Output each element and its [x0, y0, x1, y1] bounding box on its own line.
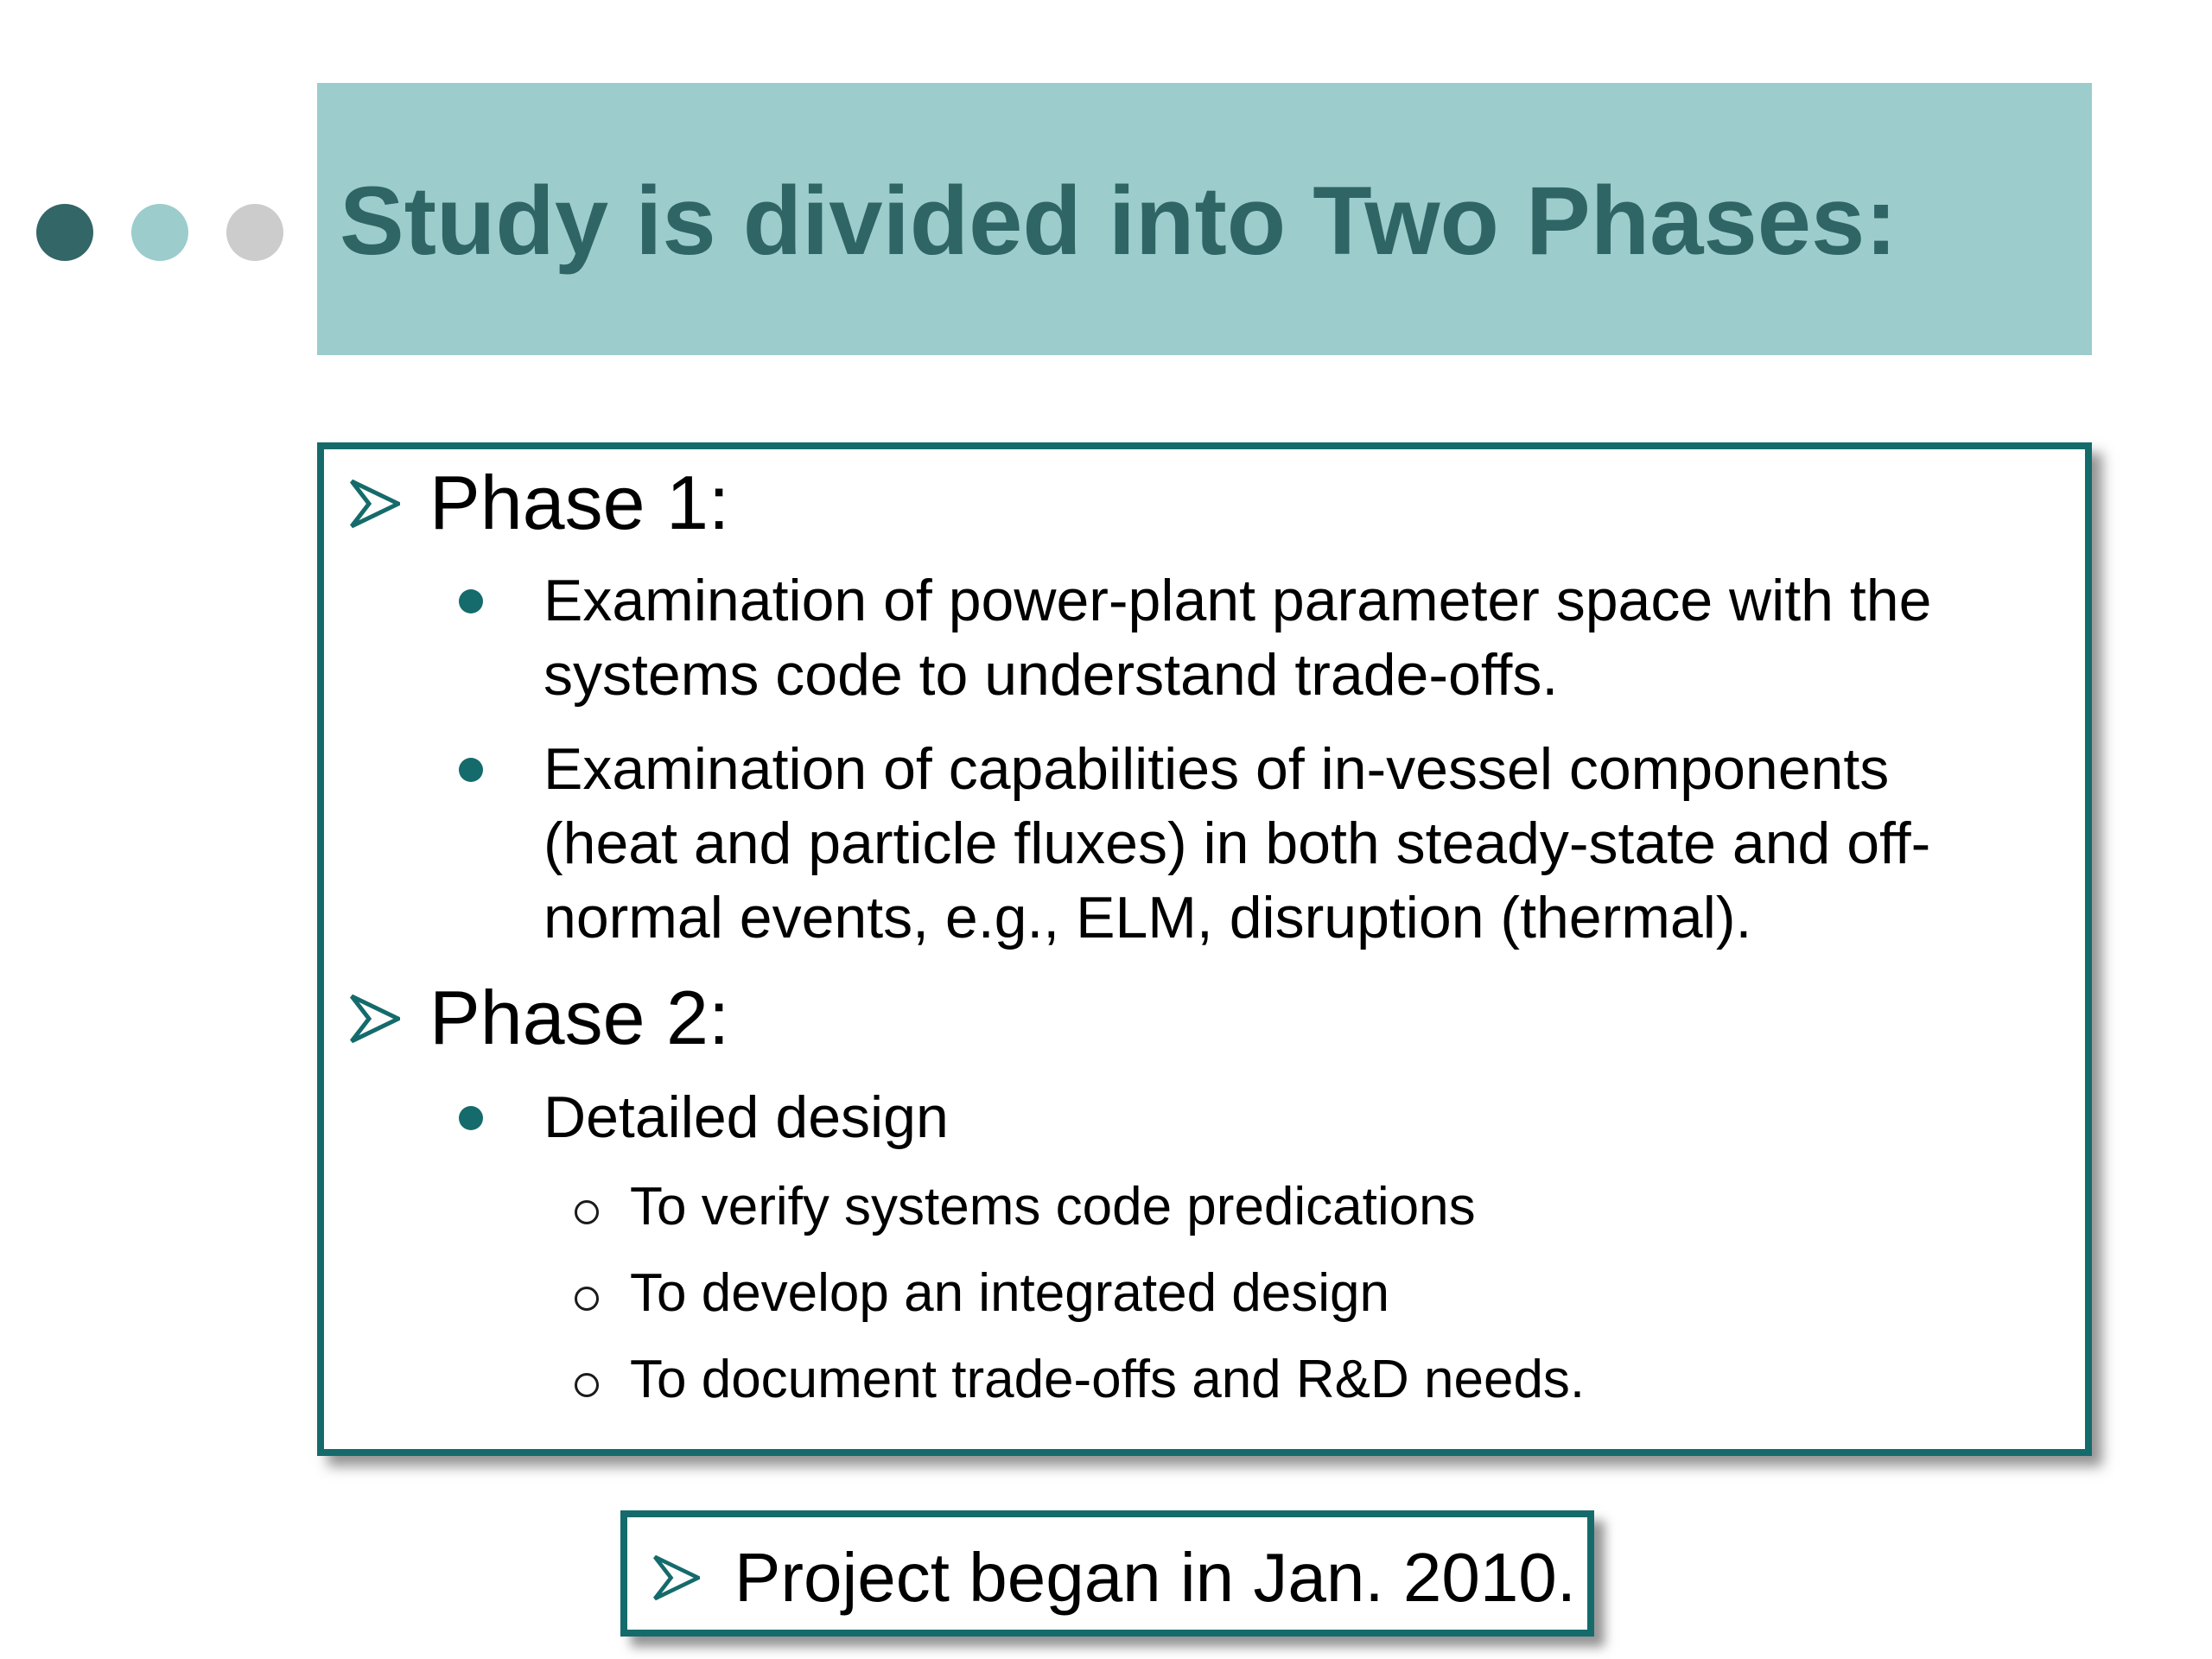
dot-light — [131, 204, 188, 261]
slide-title: Study is divided into Two Phases: — [340, 167, 1897, 275]
decorative-dots — [36, 204, 296, 263]
project-start-note — [620, 1510, 1594, 1637]
phase-2-heading — [350, 976, 729, 1060]
phase-1-item-2-line-3: normal events, e.g., ELM, disruption (thermal). — [543, 885, 1752, 950]
subitem-text: To document trade-offs and R&D needs. — [630, 1350, 1586, 1409]
note-line — [653, 1540, 1576, 1616]
ring-bullet-icon — [575, 1373, 599, 1397]
phase-1-label: Phase 1: — [429, 460, 730, 545]
dot-bullet-icon — [459, 758, 483, 782]
dot-bullet-icon — [459, 1106, 483, 1130]
phase-1-item-1-line-1: Examination of power-plant parameter space with the — [543, 568, 1932, 633]
dot-bullet-icon — [459, 589, 483, 613]
ring-bullet-icon — [575, 1200, 599, 1224]
dot-dark — [36, 204, 93, 261]
phase-2-label: Phase 2: — [429, 975, 730, 1060]
phase-1-heading — [350, 461, 729, 545]
phase-1-item-2-line-2: (heat and particle fluxes) in both steady-state and off- — [543, 810, 1931, 876]
phase-2-subitem-2 — [575, 1262, 1389, 1325]
content-box — [317, 442, 2092, 1456]
subitem-text: To develop an integrated design — [630, 1263, 1389, 1323]
phase-1-item-1-line-2: systems code to understand trade-offs. — [543, 642, 1559, 708]
arrow-bullet-icon — [350, 478, 400, 530]
note-text: Project began in Jan. 2010. — [734, 1539, 1577, 1616]
ring-bullet-icon — [575, 1287, 599, 1311]
phase-2-item-1-line-1: Detailed design — [543, 1084, 949, 1150]
phase-1-item-2-line-1: Examination of capabilities of in-vessel components — [543, 736, 1890, 802]
phase-1-item-1 — [461, 563, 2016, 712]
phase-1-item-2 — [461, 732, 2016, 955]
dot-gray — [226, 204, 283, 261]
arrow-bullet-icon — [653, 1554, 700, 1602]
phase-2-subitem-3 — [575, 1348, 1585, 1412]
phase-2-item-1 — [461, 1080, 2016, 1154]
phase-2-subitem-1 — [575, 1175, 1476, 1239]
title-banner — [317, 83, 2092, 355]
subitem-text: To verify systems code predications — [630, 1177, 1476, 1236]
arrow-bullet-icon — [350, 993, 400, 1045]
